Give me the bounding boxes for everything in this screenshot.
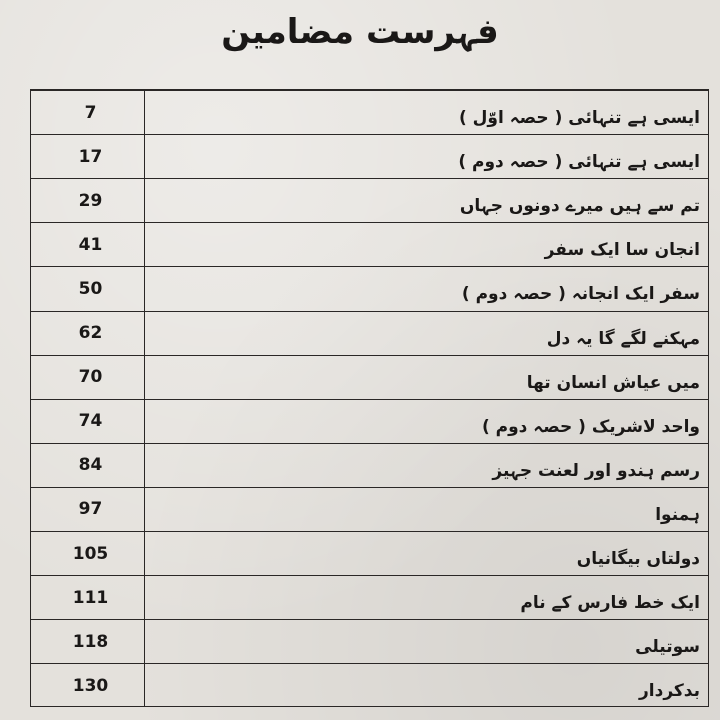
table-row [31, 355, 708, 399]
table-row [31, 443, 708, 487]
table-row [31, 90, 708, 134]
table-of-contents [30, 89, 709, 707]
table-row [31, 487, 708, 531]
page-number: 41 [78, 234, 103, 255]
table-row [31, 266, 708, 310]
chapter-title: میں عیاش انسان تھا [526, 372, 700, 393]
page-number: 62 [78, 323, 103, 344]
chapter-title: سفر ایک انجانہ ( حصہ دوم ) [461, 284, 700, 305]
chapter-title: رسم ہندو اور لعنت جہیز [492, 460, 700, 481]
chapter-title: دولتاں بیگانیاں [576, 549, 700, 570]
chapter-title: ایک خط فارس کے نام [520, 593, 700, 614]
table-row [31, 178, 708, 222]
table-row [31, 134, 708, 178]
page-number: 118 [72, 631, 109, 652]
chapter-title: تم سے ہیں میرے دونوں جہاں [459, 196, 700, 217]
chapter-title: مہکنے لگے گا یہ دل [546, 328, 700, 349]
chapter-title: بدکردار [638, 681, 700, 702]
table-row [31, 663, 708, 707]
chapter-title: انجان سا ایک سفر [544, 240, 700, 261]
chapter-title: واحد لاشریک ( حصہ دوم ) [481, 416, 700, 437]
table-row [31, 222, 708, 266]
page-number: 29 [78, 190, 103, 211]
page-number: 7 [84, 102, 97, 123]
chapter-title: ہمنوا [655, 504, 700, 525]
page-number: 84 [78, 455, 103, 476]
table-row [31, 311, 708, 355]
table-row [31, 619, 708, 663]
table-row [31, 575, 708, 619]
page-number: 97 [78, 499, 103, 520]
page-number: 111 [72, 587, 109, 608]
page-title: فہرست مضامین [221, 12, 499, 52]
chapter-title: سوتیلی [635, 637, 700, 658]
page-number: 70 [78, 367, 103, 388]
chapter-title: ایسی ہے تنہائی ( حصہ دوم ) [458, 152, 700, 173]
table-row [31, 399, 708, 443]
page-number: 130 [72, 675, 109, 696]
page-number: 50 [78, 278, 103, 299]
table-row [31, 531, 708, 575]
chapter-title: ایسی ہے تنہائی ( حصہ اوّل ) [458, 108, 700, 129]
page-number: 74 [78, 411, 103, 432]
page-number: 17 [78, 146, 103, 167]
page-number: 105 [72, 543, 109, 564]
